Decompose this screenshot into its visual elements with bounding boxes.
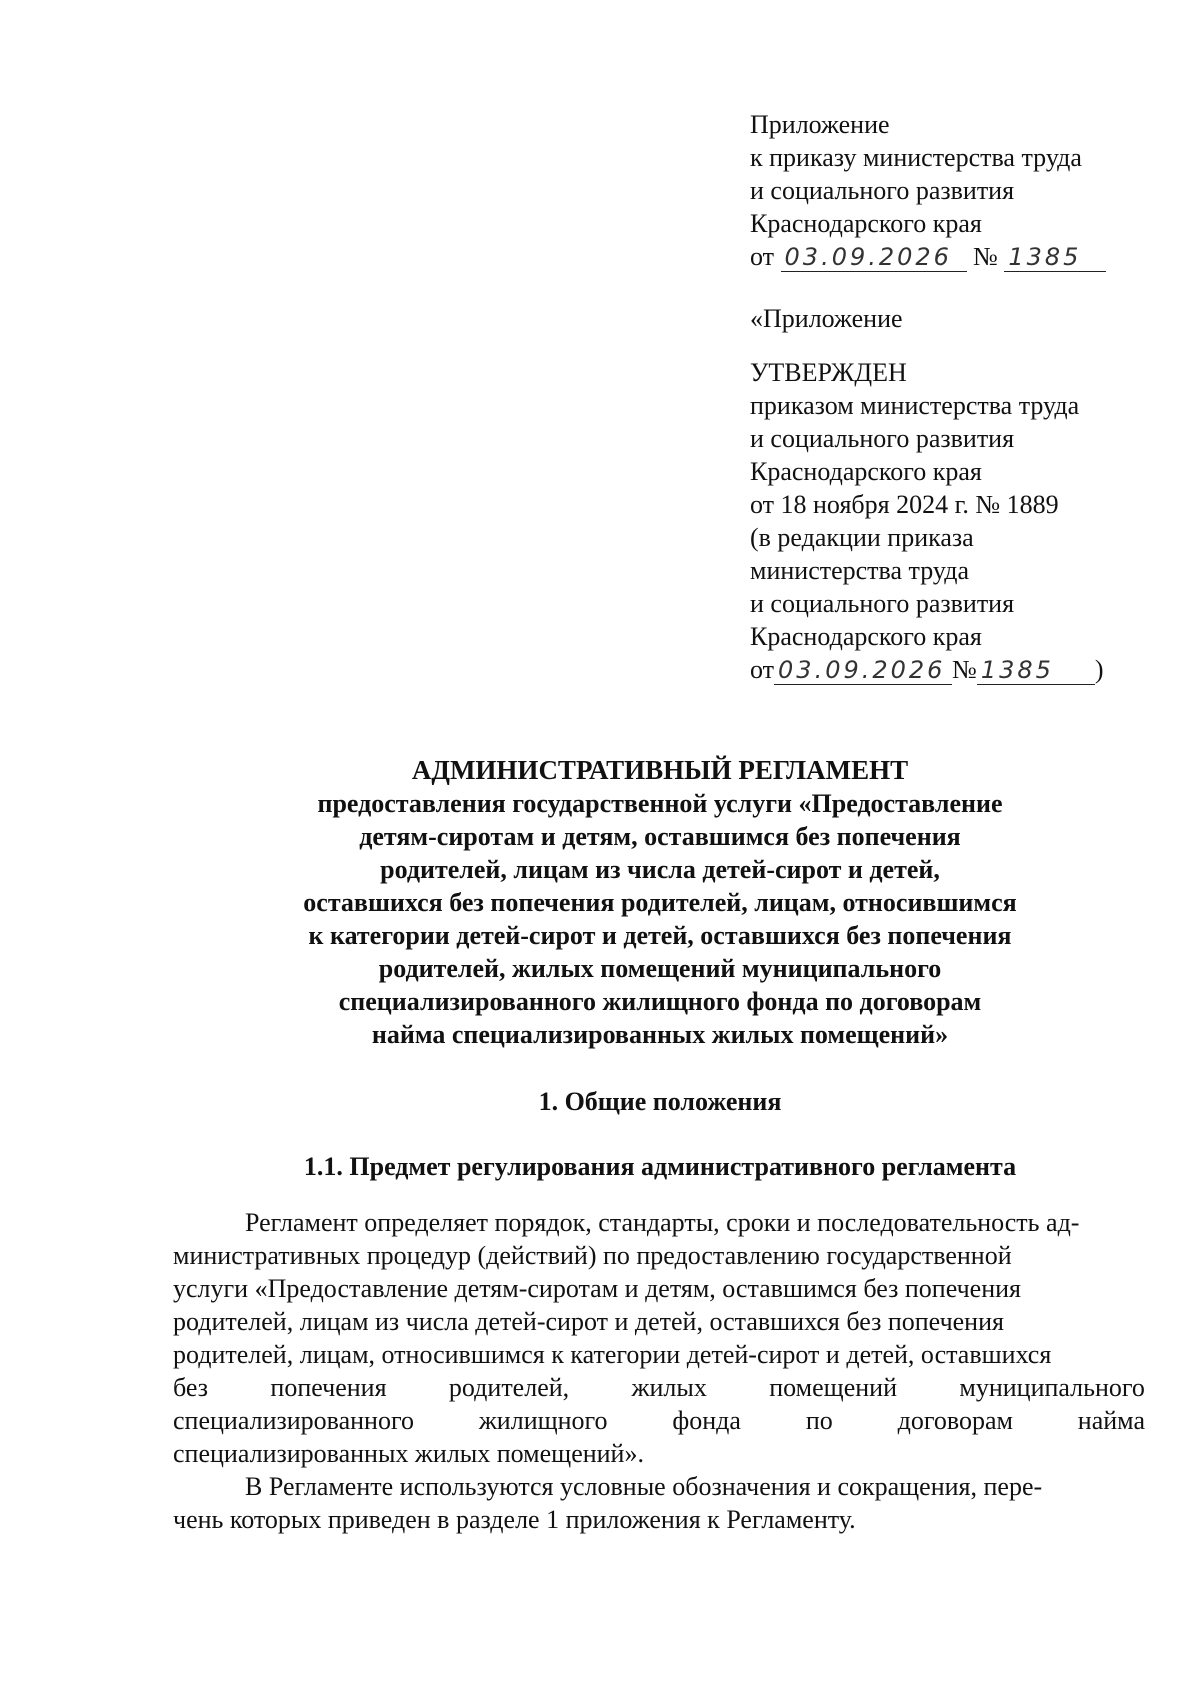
title-line: к категории детей-сирот и детей, оставшихся без попечения bbox=[308, 921, 1012, 950]
header-line: Приложение bbox=[750, 110, 890, 139]
title-line: детям-сиротам и детям, оставшимся без попечения bbox=[359, 822, 961, 851]
word: попечения bbox=[270, 1373, 387, 1402]
regulation-title bbox=[190, 754, 1130, 1051]
body-line: В Регламенте используются условные обозначения и сокращения, пере- bbox=[245, 1472, 1043, 1501]
word: специализированного bbox=[173, 1406, 414, 1435]
handwritten-number: 1385 bbox=[1004, 243, 1106, 272]
body-line: Регламент определяет порядок, стандарты, сроки и последовательность ад- bbox=[245, 1208, 1080, 1237]
title-main: АДМИНИСТРАТИВНЫЙ РЕГЛАМЕНТ bbox=[411, 755, 909, 785]
approval-line: и социального развития bbox=[750, 589, 1015, 618]
approval-line: от 18 ноября 2024 г. № 1889 bbox=[750, 490, 1059, 519]
body-line-spread bbox=[173, 1404, 1145, 1437]
handwritten-number: 1385 bbox=[977, 656, 1095, 685]
word: муниципального bbox=[959, 1373, 1145, 1402]
approval-date-line bbox=[750, 653, 1104, 686]
approval-line: и социального развития bbox=[750, 424, 1015, 453]
header-line: и социального развития bbox=[750, 176, 1015, 205]
approval-line: приказом министерства труда bbox=[750, 391, 1080, 420]
word: помещений bbox=[769, 1373, 897, 1402]
body-line: услуги «Предоставление детям-сиротам и детям, оставшимся без попечения bbox=[173, 1274, 1021, 1303]
close-paren: ) bbox=[1094, 655, 1104, 684]
word: по bbox=[805, 1406, 833, 1435]
handwritten-date: 03.09.2026 bbox=[781, 243, 967, 272]
section-heading: 1. Общие положения bbox=[538, 1087, 782, 1116]
approval-line: (в редакции приказа bbox=[750, 523, 974, 552]
subsection-heading: 1.1. Предмет регулирования административного регламента bbox=[303, 1152, 1017, 1181]
word: родителей, bbox=[448, 1373, 570, 1402]
approval-line: Краснодарского края bbox=[750, 622, 982, 651]
appendix-header bbox=[750, 108, 1106, 273]
header-line: к приказу министерства труда bbox=[750, 143, 1082, 172]
title-line: оставшихся без попечения родителей, лицам, относившимся bbox=[303, 888, 1017, 917]
word: жилищного bbox=[478, 1406, 608, 1435]
word: жилых bbox=[631, 1373, 707, 1402]
title-line: предоставления государственной услуги «Предоставление bbox=[317, 789, 1003, 818]
appendix-prefix: «Приложение bbox=[750, 304, 903, 333]
body-line: родителей, лицам, относившимся к категории детей-сирот и детей, оставшихся bbox=[173, 1340, 1052, 1369]
header-date-line bbox=[750, 240, 1106, 273]
approval-block bbox=[750, 302, 1104, 686]
title-line: найма специализированных жилых помещений» bbox=[371, 1020, 949, 1049]
number-sign: № bbox=[952, 655, 977, 684]
body-line: специализированных жилых помещений». bbox=[173, 1439, 644, 1468]
number-sign: № bbox=[973, 242, 998, 271]
body-text bbox=[173, 1206, 1145, 1536]
handwritten-date: 03.09.2026 bbox=[774, 656, 952, 685]
title-line: специализированного жилищного фонда по договорам bbox=[338, 987, 982, 1016]
body-line: министративных процедур (действий) по предоставлению государственной bbox=[173, 1241, 1012, 1270]
body-line-spread bbox=[173, 1371, 1145, 1404]
header-line: Краснодарского края bbox=[750, 209, 982, 238]
approval-line: министерства труда bbox=[750, 556, 969, 585]
title-line: родителей, жилых помещений муниципального bbox=[378, 954, 942, 983]
word: найма bbox=[1077, 1406, 1145, 1435]
body-line: чень которых приведен в разделе 1 приложения к Регламенту. bbox=[173, 1505, 856, 1534]
title-line: родителей, лицам из числа детей-сирот и детей, bbox=[380, 855, 940, 884]
word: договорам bbox=[897, 1406, 1013, 1435]
word: фонда bbox=[672, 1406, 741, 1435]
approval-line: Краснодарского края bbox=[750, 457, 982, 486]
date-prefix: от bbox=[750, 655, 775, 684]
date-prefix: от bbox=[750, 242, 775, 271]
body-line: родителей, лицам из числа детей-сирот и детей, оставшихся без попечения bbox=[173, 1307, 1004, 1336]
approved-heading: УТВЕРЖДЕН bbox=[750, 358, 907, 387]
word: без bbox=[173, 1373, 209, 1402]
